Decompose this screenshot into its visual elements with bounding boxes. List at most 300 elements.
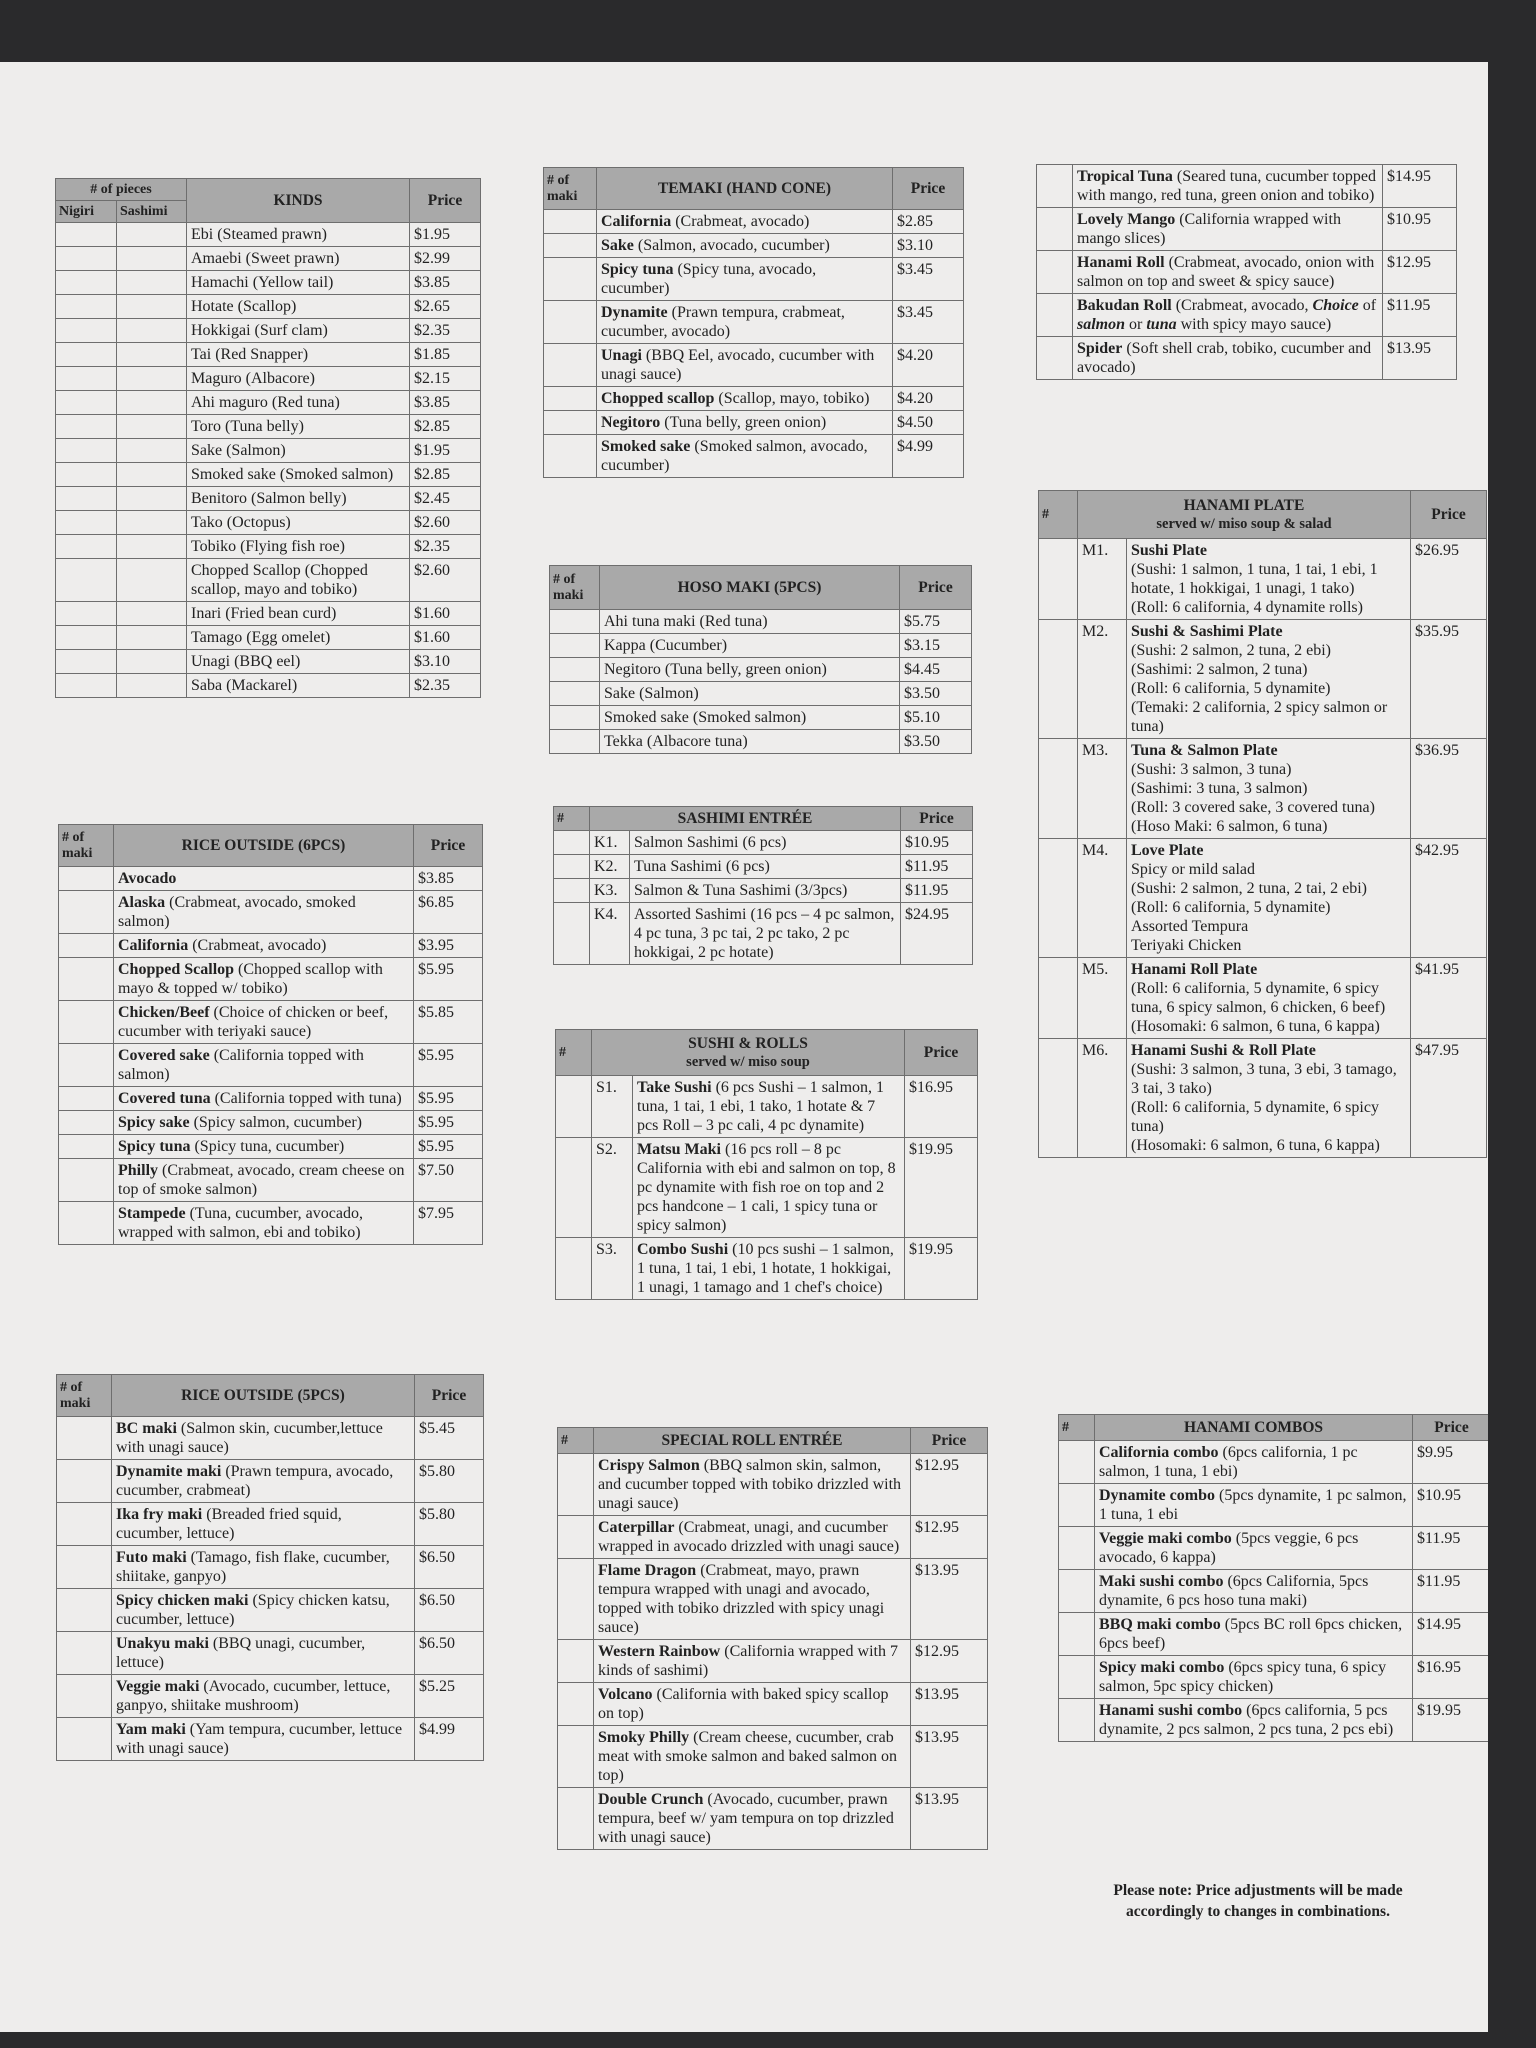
- count-cell: [544, 435, 597, 478]
- detail-line: (Sushi: 2 salmon, 2 tuna, 2 tai, 2 ebi): [1131, 880, 1367, 897]
- detail-line: (Hosomaki: 6 salmon, 6 tuna, 6 kappa): [1131, 1137, 1380, 1154]
- item-detail: (Breaded fried squid, cucumber, lettuce): [116, 1506, 342, 1542]
- item-name: Spicy tuna: [601, 261, 674, 278]
- item-description: [114, 1111, 414, 1135]
- sashimi-count-cell: [117, 535, 187, 559]
- item-name: Veggie maki combo: [1099, 1530, 1232, 1547]
- item-description: [112, 1632, 415, 1675]
- menu-row: [59, 1087, 483, 1111]
- item-description: [594, 1640, 911, 1683]
- item-name: Dynamite combo: [1099, 1487, 1215, 1504]
- item-name: Sushi Plate: [1131, 542, 1208, 559]
- section-title: SASHIMI ENTRÉE: [590, 807, 901, 831]
- item-name: Inari (Fried bean curd): [187, 602, 410, 626]
- detail-line: (Sushi: 3 salmon, 3 tuna, 3 ebi, 3 tamago, 3 tai, 3 tako): [1131, 1061, 1397, 1097]
- item-price: $4.50: [893, 411, 964, 435]
- item-price: $1.60: [410, 602, 481, 626]
- item-description: [594, 1683, 911, 1726]
- item-detail: of: [1358, 297, 1377, 314]
- item-detail: (BBQ unagi, cucumber, lettuce): [116, 1635, 366, 1671]
- menu-row: [56, 626, 481, 650]
- item-price: $5.80: [415, 1460, 484, 1503]
- sashimi-count-cell: [117, 674, 187, 698]
- item-price: $3.95: [414, 934, 483, 958]
- menu-row: [1039, 620, 1487, 739]
- item-price: $3.45: [893, 301, 964, 344]
- item-price: $2.99: [410, 247, 481, 271]
- item-name: Veggie maki: [116, 1678, 200, 1695]
- item-detail: tuna: [1146, 316, 1177, 333]
- item-name: Philly: [118, 1162, 159, 1179]
- item-description: [114, 1044, 414, 1087]
- count-cell: [57, 1503, 112, 1546]
- maki-count-header: # of maki: [59, 825, 114, 867]
- item-detail: with spicy mayo sauce): [1176, 316, 1332, 333]
- price-header: Price: [893, 168, 964, 210]
- item-description: [597, 435, 893, 478]
- item-price: $2.85: [410, 415, 481, 439]
- menu-row: [59, 934, 483, 958]
- item-price: $24.95: [901, 903, 973, 965]
- item-description: [1127, 620, 1411, 739]
- item-code: M6.: [1078, 1039, 1127, 1158]
- item-description: [1127, 739, 1411, 839]
- menu-row: [59, 1135, 483, 1159]
- sashimi-count-cell: [117, 439, 187, 463]
- item-price: $6.50: [415, 1546, 484, 1589]
- count-cell: [57, 1589, 112, 1632]
- item-details: [1131, 641, 1406, 736]
- item-price: $19.95: [905, 1238, 978, 1300]
- nigiri-count-cell: [56, 650, 117, 674]
- menu-row: [59, 891, 483, 934]
- item-description: [114, 1202, 414, 1245]
- item-description: [597, 234, 893, 258]
- item-name: Negitoro: [601, 414, 661, 431]
- item-price: $4.20: [893, 387, 964, 411]
- item-detail: (Soft shell crab, tobiko, cucumber and avocado): [1077, 340, 1372, 376]
- item-price: $5.95: [414, 1044, 483, 1087]
- item-description: [597, 210, 893, 234]
- item-name: Yam maki: [116, 1721, 186, 1738]
- item-detail: (Scallop, mayo, tobiko): [714, 390, 870, 407]
- detail-line: (Roll: 6 california, 5 dynamite): [1131, 680, 1331, 697]
- item-name: Tamago (Egg omelet): [187, 626, 410, 650]
- item-price: $11.95: [1413, 1570, 1489, 1613]
- detail-line: (Hoso Maki: 6 salmon, 6 tuna): [1131, 818, 1328, 835]
- item-name: Covered sake: [118, 1047, 210, 1064]
- menu-row: [1059, 1484, 1489, 1527]
- menu-row: [1037, 337, 1457, 380]
- item-description: [1127, 1039, 1411, 1158]
- item-detail: (Smoked salmon, avocado, cucumber): [601, 438, 868, 474]
- menu-row: [550, 682, 972, 706]
- item-price: $13.95: [911, 1683, 988, 1726]
- item-price: $2.85: [893, 210, 964, 234]
- item-description: [597, 301, 893, 344]
- item-name: Tuna & Salmon Plate: [1131, 742, 1278, 759]
- number-cell: [556, 1238, 592, 1300]
- item-name: Alaska: [118, 894, 166, 911]
- item-name: Maguro (Albacore): [187, 367, 410, 391]
- item-name: Tako (Octopus): [187, 511, 410, 535]
- menu-row: [550, 730, 972, 754]
- maki-count-header: # of maki: [57, 1375, 112, 1417]
- number-header: #: [556, 1030, 592, 1076]
- item-price: $2.35: [410, 319, 481, 343]
- section-title: HOSO MAKI (5PCS): [600, 566, 900, 610]
- item-price: $13.95: [1383, 337, 1457, 380]
- menu-row: [57, 1589, 484, 1632]
- item-description: [114, 958, 414, 1001]
- number-cell: [554, 855, 590, 879]
- item-name: Sushi & Sashimi Plate: [1131, 623, 1283, 640]
- nigiri-header: Nigiri: [56, 201, 117, 223]
- price-header: Price: [415, 1375, 484, 1417]
- item-description: [114, 1159, 414, 1202]
- menu-row: [59, 1111, 483, 1135]
- item-description: [114, 891, 414, 934]
- sashimi-count-cell: [117, 650, 187, 674]
- item-price: $16.95: [1413, 1656, 1489, 1699]
- menu-sheet: [0, 62, 1488, 2032]
- item-description: [1095, 1484, 1413, 1527]
- nigiri-count-cell: [56, 343, 117, 367]
- item-description: [594, 1454, 911, 1516]
- item-price: $5.10: [900, 706, 972, 730]
- item-name: Crispy Salmon: [598, 1457, 700, 1474]
- item-name: Benitoro (Salmon belly): [187, 487, 410, 511]
- item-code: M5.: [1078, 958, 1127, 1039]
- count-cell: [1037, 294, 1073, 337]
- item-name: Caterpillar: [598, 1519, 675, 1536]
- detail-line: (Sushi: 3 salmon, 3 tuna): [1131, 761, 1292, 778]
- number-cell: [1039, 839, 1078, 958]
- item-detail: (Crabmeat, avocado, smoked salmon): [118, 894, 356, 930]
- item-price: $36.95: [1411, 739, 1487, 839]
- item-details: [1131, 760, 1406, 836]
- item-detail: (5pcs BC roll 6pcs chicken, 6pcs beef): [1099, 1616, 1403, 1652]
- item-detail: (10 pcs sushi – 1 salmon, 1 tuna, 1 tai, 1 ebi, 1 hotate, 1 hokkigai, 1 unagi, 1 tamago and 1 chef's choice): [637, 1241, 894, 1296]
- count-cell: [59, 1202, 114, 1245]
- menu-row: [57, 1460, 484, 1503]
- item-price: $12.95: [1383, 251, 1457, 294]
- item-description: [1095, 1570, 1413, 1613]
- item-description: [1073, 337, 1383, 380]
- count-cell: [550, 634, 600, 658]
- item-description: [594, 1516, 911, 1559]
- menu-row: [544, 387, 964, 411]
- hoso-maki-table: [549, 565, 972, 754]
- item-detail: (Seared tuna, cucumber topped with mango, red tuna, green onion and tobiko): [1077, 168, 1376, 204]
- item-description: [1095, 1527, 1413, 1570]
- number-header: #: [554, 807, 590, 831]
- number-cell: [1039, 958, 1078, 1039]
- item-price: $1.60: [410, 626, 481, 650]
- section-title: [1078, 491, 1411, 539]
- count-cell: [558, 1454, 594, 1516]
- count-cell: [59, 1111, 114, 1135]
- count-cell: [57, 1718, 112, 1761]
- item-description: [633, 1238, 905, 1300]
- item-description: [1127, 539, 1411, 620]
- detail-line: (Temaki: 2 california, 2 spicy salmon or tuna): [1131, 699, 1388, 735]
- nigiri-count-cell: [56, 247, 117, 271]
- item-detail: (Salmon skin, cucumber,lettuce with unagi sauce): [116, 1420, 383, 1456]
- kinds-header: KINDS: [187, 179, 410, 223]
- section-title: SPECIAL ROLL ENTRÉE: [594, 1428, 911, 1454]
- rice-outside-6pcs-table: [58, 824, 483, 1245]
- count-cell: [59, 1044, 114, 1087]
- item-detail: (California wrapped with 7 kinds of sashimi): [598, 1643, 898, 1679]
- item-name: Sake (Salmon): [600, 682, 900, 706]
- detail-line: (Sushi: 1 salmon, 1 tuna, 1 tai, 1 ebi, 1 hotate, 1 hokkigai, 1 unagi, 1 tako): [1131, 561, 1378, 597]
- number-header: #: [1039, 491, 1078, 539]
- item-name: Hotate (Scallop): [187, 295, 410, 319]
- item-price: $7.50: [414, 1159, 483, 1202]
- count-cell: [1059, 1441, 1095, 1484]
- item-code: K2.: [590, 855, 630, 879]
- count-cell: [59, 1159, 114, 1202]
- nigiri-count-cell: [56, 463, 117, 487]
- menu-row: [56, 535, 481, 559]
- item-detail: (California topped with salmon): [118, 1047, 364, 1083]
- menu-row: [59, 1001, 483, 1044]
- count-cell: [558, 1559, 594, 1640]
- item-price: $2.85: [410, 463, 481, 487]
- item-detail: (Yam tempura, cucumber, lettuce with unagi sauce): [116, 1721, 403, 1757]
- detail-line: (Hosomaki: 6 salmon, 6 tuna, 6 kappa): [1131, 1018, 1380, 1035]
- item-price: $4.20: [893, 344, 964, 387]
- nigiri-count-cell: [56, 367, 117, 391]
- menu-row: [550, 706, 972, 730]
- item-price: $14.95: [1413, 1613, 1489, 1656]
- special-roll-entree-table: [557, 1427, 988, 1850]
- item-description: [1127, 839, 1411, 958]
- sashimi-count-cell: [117, 247, 187, 271]
- section-subtitle: served w/ miso soup: [686, 1053, 810, 1070]
- sushi-rolls-table: [555, 1029, 978, 1300]
- item-detail: (Tuna belly, green onion): [660, 414, 827, 431]
- temaki-table: [543, 167, 964, 478]
- menu-row: [1039, 839, 1487, 958]
- item-name: Ahi maguro (Red tuna): [187, 391, 410, 415]
- item-description: [633, 1138, 905, 1238]
- item-price: $5.95: [414, 1087, 483, 1111]
- item-detail: (Avocado, cucumber, prawn tempura, beef w/ yam tempura on top drizzled with unagi sauce): [598, 1791, 894, 1846]
- item-name: Tuna Sashimi (6 pcs): [630, 855, 901, 879]
- item-description: [112, 1718, 415, 1761]
- specialty-rolls-table: [1036, 164, 1457, 380]
- item-detail: (Spicy chicken katsu, cucumber, lettuce): [116, 1592, 390, 1628]
- item-price: $3.10: [893, 234, 964, 258]
- item-name: Volcano: [598, 1686, 653, 1703]
- item-detail: (Spicy tuna, cucumber): [190, 1138, 345, 1155]
- menu-row: [1039, 739, 1487, 839]
- item-price: $4.99: [893, 435, 964, 478]
- count-cell: [59, 934, 114, 958]
- count-cell: [544, 258, 597, 301]
- price-header: Price: [900, 566, 972, 610]
- menu-row: [554, 903, 973, 965]
- item-code: M2.: [1078, 620, 1127, 739]
- number-cell: [554, 879, 590, 903]
- sashimi-count-cell: [117, 391, 187, 415]
- item-name: Flame Dragon: [598, 1562, 697, 1579]
- item-name: BBQ maki combo: [1099, 1616, 1221, 1633]
- menu-row: [59, 958, 483, 1001]
- item-name: Lovely Mango: [1077, 211, 1176, 228]
- item-name: Hanami sushi combo: [1099, 1702, 1243, 1719]
- item-detail: (6pcs spicy tuna, 6 spicy salmon, 5pc spicy chicken): [1099, 1659, 1387, 1695]
- item-detail: (Crabmeat, avocado, onion with salmon on top and sweet & spicy sauce): [1077, 254, 1375, 290]
- item-price: $3.85: [410, 391, 481, 415]
- item-description: [1095, 1699, 1413, 1742]
- item-description: [1127, 958, 1411, 1039]
- menu-row: [57, 1417, 484, 1460]
- item-name: Smoked sake (Smoked salmon): [600, 706, 900, 730]
- detail-line: Spicy or mild salad: [1131, 861, 1255, 878]
- nigiri-count-cell: [56, 223, 117, 247]
- menu-row: [56, 439, 481, 463]
- item-price: $12.95: [911, 1516, 988, 1559]
- count-cell: [544, 387, 597, 411]
- detail-line: (Roll: 3 covered sake, 3 covered tuna): [1131, 799, 1375, 816]
- item-detail: (6pcs California, 5pcs dynamite, 6 pcs hoso tuna maki): [1099, 1573, 1369, 1609]
- menu-row: [556, 1138, 978, 1238]
- number-cell: [556, 1138, 592, 1238]
- item-description: [1073, 251, 1383, 294]
- count-cell: [1037, 337, 1073, 380]
- sashimi-count-cell: [117, 343, 187, 367]
- menu-row: [1037, 294, 1457, 337]
- item-price: $6.50: [415, 1589, 484, 1632]
- item-price: $16.95: [905, 1076, 978, 1138]
- item-detail: or: [1125, 316, 1147, 333]
- item-description: [112, 1675, 415, 1718]
- item-price: $4.45: [900, 658, 972, 682]
- item-description: [633, 1076, 905, 1138]
- count-cell: [544, 344, 597, 387]
- count-cell: [1059, 1613, 1095, 1656]
- count-cell: [1059, 1484, 1095, 1527]
- detail-line: (Roll: 6 california, 5 dynamite, 6 spicy tuna): [1131, 1099, 1379, 1135]
- menu-row: [544, 344, 964, 387]
- item-name: Hanami Sushi & Roll Plate: [1131, 1042, 1316, 1059]
- item-price: $1.95: [410, 223, 481, 247]
- count-cell: [1059, 1699, 1095, 1742]
- item-price: $3.15: [900, 634, 972, 658]
- sashimi-count-cell: [117, 295, 187, 319]
- nigiri-count-cell: [56, 415, 117, 439]
- item-description: [597, 411, 893, 435]
- item-name: Dynamite: [601, 304, 668, 321]
- nigiri-count-cell: [56, 271, 117, 295]
- menu-row: [59, 1159, 483, 1202]
- nigiri-count-cell: [56, 511, 117, 535]
- menu-row: [558, 1726, 988, 1788]
- item-detail: (Chopped scallop with mayo & topped w/ tobiko): [118, 961, 383, 997]
- nigiri-count-cell: [56, 559, 117, 602]
- menu-row: [57, 1546, 484, 1589]
- sashimi-count-cell: [117, 626, 187, 650]
- nigiri-count-cell: [56, 391, 117, 415]
- item-detail: (Crabmeat, avocado,: [1171, 297, 1313, 314]
- menu-row: [56, 674, 481, 698]
- item-detail: salmon: [1077, 316, 1126, 333]
- nigiri-count-cell: [56, 439, 117, 463]
- item-name: Matsu Maki: [637, 1141, 721, 1158]
- count-cell: [1059, 1570, 1095, 1613]
- item-code: S1.: [592, 1076, 633, 1138]
- item-detail: (Spicy tuna, avocado, cucumber): [601, 261, 817, 297]
- menu-row: [56, 319, 481, 343]
- item-name: Chicken/Beef: [118, 1004, 210, 1021]
- item-price: $26.95: [1411, 539, 1487, 620]
- item-name: Hanami Roll Plate: [1131, 961, 1258, 978]
- count-cell: [57, 1417, 112, 1460]
- item-name: Amaebi (Sweet prawn): [187, 247, 410, 271]
- item-detail: (California with baked spicy scallop on top): [598, 1686, 889, 1722]
- maki-count-header: # of maki: [550, 566, 600, 610]
- item-detail: (California wrapped with mango slices): [1077, 211, 1341, 247]
- item-name: Love Plate: [1131, 842, 1204, 859]
- nigiri-count-cell: [56, 674, 117, 698]
- item-name: Hanami Roll: [1077, 254, 1165, 271]
- menu-row: [59, 1202, 483, 1245]
- number-cell: [1039, 739, 1078, 839]
- detail-line: (Sashimi: 3 tuna, 3 salmon): [1131, 780, 1308, 797]
- item-name: Negitoro (Tuna belly, green onion): [600, 658, 900, 682]
- item-detail: (California topped with tuna): [210, 1090, 402, 1107]
- menu-row: [56, 511, 481, 535]
- item-detail: (Salmon, avocado, cucumber): [633, 237, 830, 254]
- item-detail: (BBQ salmon skin, salmon, and cucumber topped with tobiko drizzled with unagi sauce): [598, 1457, 902, 1512]
- item-detail: (6pcs california, 5 pcs dynamite, 2 pcs salmon, 2 pcs tuna, 2 pcs ebi): [1099, 1702, 1394, 1738]
- item-name: Tai (Red Snapper): [187, 343, 410, 367]
- price-header: Price: [1413, 1415, 1489, 1441]
- rice-outside-5pcs-table: [56, 1374, 484, 1761]
- item-description: [597, 387, 893, 411]
- count-cell: [558, 1683, 594, 1726]
- menu-row: [544, 411, 964, 435]
- detail-line: (Roll: 6 california, 4 dynamite rolls): [1131, 599, 1363, 616]
- item-description: [112, 1503, 415, 1546]
- sashimi-count-cell: [117, 223, 187, 247]
- section-subtitle: served w/ miso soup & salad: [1156, 515, 1332, 532]
- item-description: [114, 1001, 414, 1044]
- menu-row: [556, 1238, 978, 1300]
- menu-row: [1037, 165, 1457, 208]
- item-price: $41.95: [1411, 958, 1487, 1039]
- item-name: Hokkigai (Surf clam): [187, 319, 410, 343]
- item-name: Spicy tuna: [118, 1138, 191, 1155]
- item-description: [597, 258, 893, 301]
- nigiri-count-cell: [56, 319, 117, 343]
- item-description: [594, 1726, 911, 1788]
- count-cell: [57, 1675, 112, 1718]
- sashimi-count-cell: [117, 319, 187, 343]
- menu-row: [56, 650, 481, 674]
- count-cell: [57, 1460, 112, 1503]
- menu-row: [554, 855, 973, 879]
- menu-row: [544, 234, 964, 258]
- count-cell: [57, 1632, 112, 1675]
- item-name: Ahi tuna maki (Red tuna): [600, 610, 900, 634]
- item-details: [1131, 979, 1406, 1036]
- item-name: BC maki: [116, 1420, 177, 1437]
- item-price: $2.60: [410, 511, 481, 535]
